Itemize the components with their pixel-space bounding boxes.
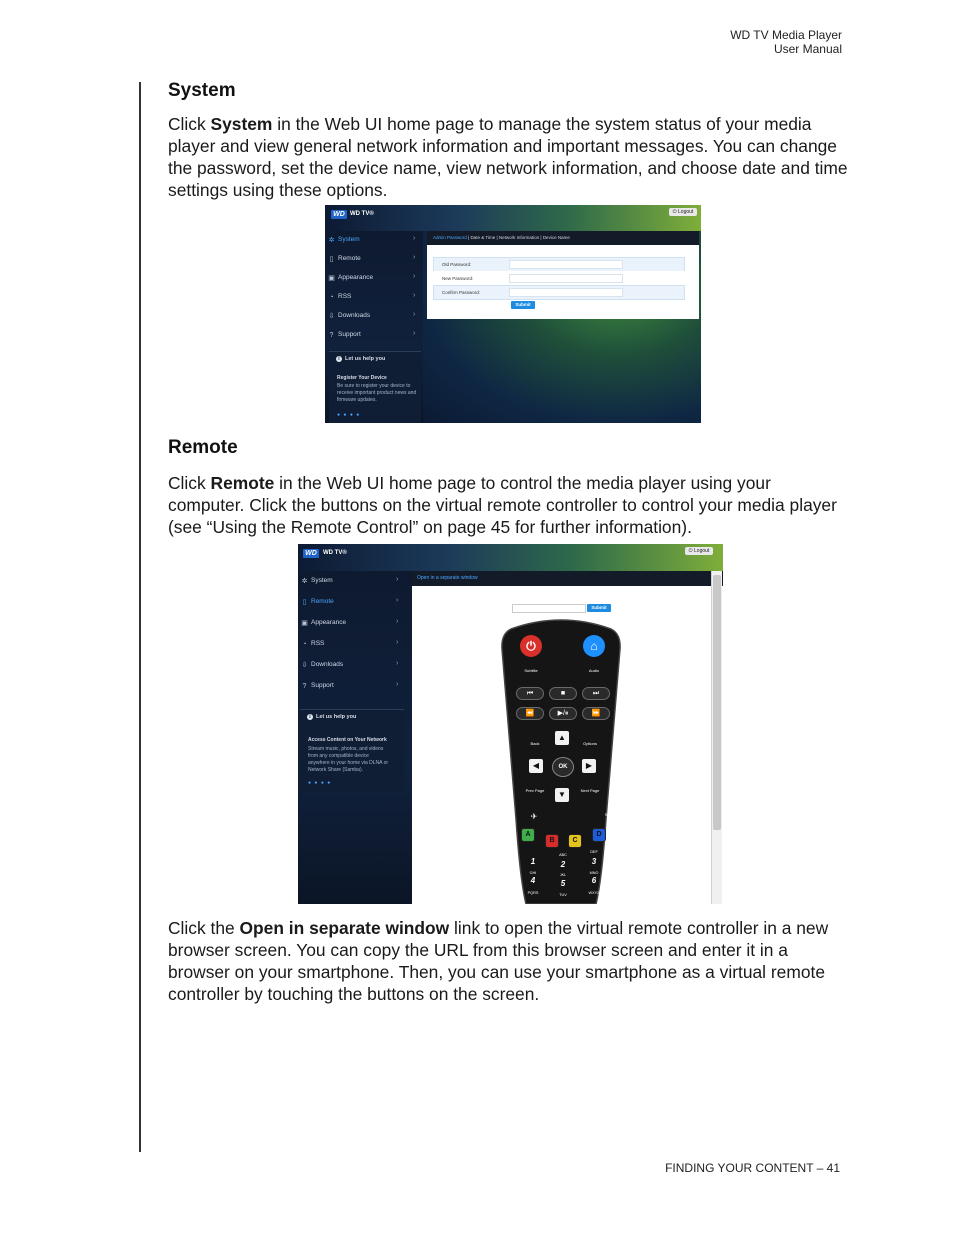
gear-icon: ✲ bbox=[328, 237, 335, 244]
key-1[interactable]: 1 bbox=[530, 857, 536, 866]
image-icon: ▣ bbox=[301, 620, 308, 627]
chevron-right-icon: › bbox=[396, 660, 399, 667]
sidebar bbox=[298, 571, 412, 904]
info-icon: i bbox=[307, 714, 313, 720]
arrow-left-button[interactable]: ◀ bbox=[529, 759, 543, 773]
key-5[interactable]: 5 bbox=[560, 879, 566, 888]
help-desc-line: Be sure to register your device to bbox=[337, 383, 411, 389]
help-icon: ? bbox=[302, 683, 307, 690]
para-system-post: in the Web UI home page to manage the system status of your media player and view general network information and important messages. You can change the password, set the device name, view network information, and choose date and time settings using these options. bbox=[168, 114, 848, 200]
prev-track-button[interactable]: ⏮ bbox=[516, 687, 544, 700]
nav-remote[interactable] bbox=[298, 597, 412, 609]
para-open-bold: Open in separate window bbox=[239, 918, 450, 938]
chevron-right-icon: › bbox=[413, 254, 416, 261]
key-7-letters: PQRS bbox=[527, 891, 539, 895]
tab-admin-password[interactable]: Admin Password bbox=[433, 235, 467, 240]
confirm-password-input[interactable] bbox=[509, 288, 623, 297]
tab-device-name[interactable]: Device Name bbox=[542, 235, 570, 240]
system-panel bbox=[427, 231, 699, 319]
arrow-up-button[interactable]: ▲ bbox=[555, 731, 569, 745]
open-separate-window-link[interactable]: Open in a separate window bbox=[417, 575, 478, 581]
chevron-right-icon: › bbox=[396, 576, 399, 583]
remote-toolbar bbox=[412, 571, 723, 586]
logout-label: Logout bbox=[678, 209, 694, 215]
wdtv-label: WD TV® bbox=[323, 550, 347, 556]
field-new-password bbox=[433, 271, 685, 286]
subtitle-button[interactable]: Subtitle bbox=[524, 668, 538, 673]
help-title: Let us help you bbox=[316, 714, 357, 720]
chevron-right-icon: › bbox=[396, 681, 399, 688]
heading-system: System bbox=[168, 80, 236, 101]
para-open-window bbox=[168, 917, 848, 1005]
logout-button[interactable]: ⏻ Logout bbox=[669, 208, 697, 216]
fast-forward-button[interactable]: ⏩ bbox=[582, 707, 610, 720]
image-icon: ▣ bbox=[328, 275, 335, 282]
nav-system-label: System bbox=[311, 577, 333, 584]
webui-topbar bbox=[325, 205, 701, 231]
gear-icon: ✲ bbox=[301, 578, 308, 585]
old-password-input[interactable] bbox=[509, 260, 623, 269]
help-panel bbox=[300, 709, 404, 792]
rss-icon: ◔ bbox=[302, 641, 307, 648]
submit-button[interactable]: Submit bbox=[511, 301, 535, 309]
chevron-right-icon: › bbox=[396, 639, 399, 646]
url-input[interactable] bbox=[512, 604, 586, 613]
para-remote-bold: Remote bbox=[210, 473, 275, 493]
key-3[interactable]: 3 bbox=[591, 857, 597, 866]
nav-appearance-label: Appearance bbox=[311, 619, 347, 626]
next-track-button[interactable]: ⏭ bbox=[582, 687, 610, 700]
nav-remote-label: Remote bbox=[311, 598, 334, 605]
key-8-letters: TUV bbox=[559, 893, 567, 897]
color-a-button[interactable]: A bbox=[521, 828, 535, 842]
page-footer: FINDING YOUR CONTENT – 41 bbox=[665, 1161, 840, 1175]
remote-panel bbox=[412, 571, 723, 904]
webui-topbar bbox=[298, 544, 723, 571]
wd-logo: WD bbox=[331, 210, 347, 219]
para-remote bbox=[168, 472, 848, 538]
chevron-right-icon: › bbox=[413, 311, 416, 318]
logout-label: Logout bbox=[694, 548, 710, 554]
arrow-down-button[interactable]: ▼ bbox=[555, 788, 569, 802]
nav-support[interactable] bbox=[298, 681, 412, 693]
new-password-input[interactable] bbox=[509, 274, 623, 283]
nav-downloads[interactable] bbox=[298, 660, 412, 672]
download-icon: ⇩ bbox=[328, 313, 335, 320]
logout-button[interactable]: ⏻ Logout bbox=[685, 547, 713, 555]
para-system bbox=[168, 113, 848, 201]
nav-appearance[interactable] bbox=[325, 273, 423, 285]
options-button[interactable]: Options bbox=[583, 741, 597, 746]
nav-support[interactable] bbox=[325, 330, 423, 342]
setup-button[interactable]: Setup bbox=[604, 812, 616, 817]
help-desc-line: from any compatible device bbox=[308, 753, 369, 759]
nav-rss[interactable] bbox=[298, 639, 412, 651]
help-desc-line: firmware updates. bbox=[337, 397, 377, 403]
nav-system[interactable] bbox=[298, 576, 412, 588]
running-header bbox=[730, 28, 842, 56]
color-b-button[interactable]: B bbox=[545, 834, 559, 848]
stop-button[interactable]: ■ bbox=[549, 687, 577, 700]
key-9-letters: WXYZ bbox=[588, 891, 600, 895]
color-c-button[interactable]: C bbox=[568, 834, 582, 848]
chevron-right-icon: › bbox=[396, 618, 399, 625]
help-title: Let us help you bbox=[345, 356, 386, 362]
nav-system[interactable] bbox=[325, 235, 423, 247]
nav-system-label: System bbox=[338, 236, 360, 243]
help-heading: Access Content on Your Network bbox=[308, 737, 387, 743]
nav-rss-label: RSS bbox=[311, 640, 325, 647]
help-desc-line: receive important product news and bbox=[337, 390, 417, 396]
key-3-letters: DEF bbox=[590, 850, 598, 854]
header-product: WD TV Media Player bbox=[730, 28, 842, 42]
nav-appearance[interactable] bbox=[298, 618, 412, 630]
nav-downloads-label: Downloads bbox=[311, 661, 344, 668]
nav-rss[interactable] bbox=[325, 292, 423, 304]
scrollbar[interactable] bbox=[711, 571, 722, 904]
field-label: New Password: bbox=[442, 276, 474, 281]
para-remote-post: in the Web UI home page to control the media player using your computer. Click the buttons on the virtual remote controller to control your media player (see “Using the Remote Control” on page 45 for further information). bbox=[168, 473, 837, 537]
help-heading: Register Your Device bbox=[337, 375, 387, 381]
nav-appearance-label: Appearance bbox=[338, 274, 374, 281]
rss-icon: ◔ bbox=[329, 294, 334, 301]
rewind-button[interactable]: ⏪ bbox=[516, 707, 544, 720]
play-pause-button[interactable]: ▶/⏸ bbox=[549, 707, 577, 720]
wd-logo: WD bbox=[303, 549, 319, 558]
prev-page-button[interactable]: Prev Page bbox=[525, 788, 545, 793]
nav-downloads[interactable] bbox=[325, 311, 423, 323]
help-desc-line: Network Share (Samba). bbox=[308, 767, 364, 773]
tab-network-info[interactable]: Network Information bbox=[498, 235, 540, 240]
key-5-letters: JKL bbox=[559, 873, 567, 877]
info-icon: i bbox=[336, 356, 342, 362]
key-4-letters: GHI bbox=[529, 871, 537, 875]
help-icon: ? bbox=[329, 332, 334, 339]
nav-rss-label: RSS bbox=[338, 293, 352, 300]
field-confirm-password bbox=[433, 285, 685, 300]
para-system-pre: Click bbox=[168, 114, 211, 134]
screenshot-remote bbox=[298, 544, 723, 904]
key-2-letters: ABC bbox=[559, 853, 567, 857]
key-4[interactable]: 4 bbox=[530, 876, 536, 885]
chevron-right-icon: › bbox=[413, 292, 416, 299]
left-margin-rule bbox=[139, 82, 141, 1152]
back-button[interactable]: Back bbox=[530, 741, 540, 746]
ok-button[interactable]: OK bbox=[552, 757, 574, 777]
arrow-right-button[interactable]: ▶ bbox=[582, 759, 596, 773]
key-2[interactable]: 2 bbox=[560, 860, 566, 869]
para-system-bold: System bbox=[210, 114, 273, 134]
chevron-right-icon: › bbox=[396, 597, 399, 604]
sidebar bbox=[325, 231, 423, 423]
heading-remote: Remote bbox=[168, 437, 238, 458]
nav-support-label: Support bbox=[311, 682, 334, 689]
field-label: Confirm Password: bbox=[442, 290, 481, 295]
tab-date-time[interactable]: Date & Time bbox=[470, 235, 496, 240]
next-page-button[interactable]: Next Page bbox=[580, 788, 600, 793]
field-label: Old Password: bbox=[442, 262, 472, 267]
remote-icon: ▯ bbox=[329, 256, 334, 263]
airplane-icon[interactable]: ✈ bbox=[530, 812, 538, 821]
color-d-button[interactable]: D bbox=[592, 828, 606, 842]
carousel-dots[interactable]: ● ● ● ● bbox=[308, 780, 332, 786]
chevron-right-icon: › bbox=[413, 235, 416, 242]
help-desc-line: Stream music, photos, and videos bbox=[308, 746, 384, 752]
chevron-right-icon: › bbox=[413, 273, 416, 280]
para-open-post: link to open the virtual remote controller in a new browser screen. You can copy the URL from this browser screen and enter it in a browser on your smartphone. Then, you can use your smartphone as a virtual remote controller by touching the buttons on the screen. bbox=[168, 918, 829, 1004]
screenshot-system bbox=[325, 205, 701, 423]
power-button[interactable]: ⏻ bbox=[520, 635, 542, 657]
key-6-letters: MNO bbox=[589, 871, 599, 875]
chevron-right-icon: › bbox=[413, 330, 416, 337]
scrollbar-thumb[interactable] bbox=[713, 575, 721, 830]
carousel-dots[interactable]: ● ● ● ● bbox=[337, 412, 361, 418]
nav-remote-label: Remote bbox=[338, 255, 361, 262]
download-icon: ⇩ bbox=[301, 662, 308, 669]
help-desc-line: anywhere in your home via DLNA or bbox=[308, 760, 389, 766]
para-open-pre: Click the bbox=[168, 918, 240, 938]
field-old-password bbox=[433, 257, 685, 272]
home-button[interactable]: ⌂ bbox=[583, 635, 605, 657]
audio-button[interactable]: Audio bbox=[588, 668, 600, 673]
system-tabs: Admin Password | Date & Time | Network Information | Device Name bbox=[427, 231, 699, 245]
wdtv-label: WD TV® bbox=[350, 211, 374, 217]
remote-icon: ▯ bbox=[302, 599, 307, 606]
key-6[interactable]: 6 bbox=[591, 876, 597, 885]
para-remote-pre: Click bbox=[168, 473, 211, 493]
nav-remote[interactable] bbox=[325, 254, 423, 266]
remote-submit-button[interactable]: Submit bbox=[587, 604, 611, 612]
help-panel bbox=[329, 351, 421, 423]
nav-downloads-label: Downloads bbox=[338, 312, 371, 319]
header-manual: User Manual bbox=[773, 42, 842, 56]
nav-support-label: Support bbox=[338, 331, 361, 338]
